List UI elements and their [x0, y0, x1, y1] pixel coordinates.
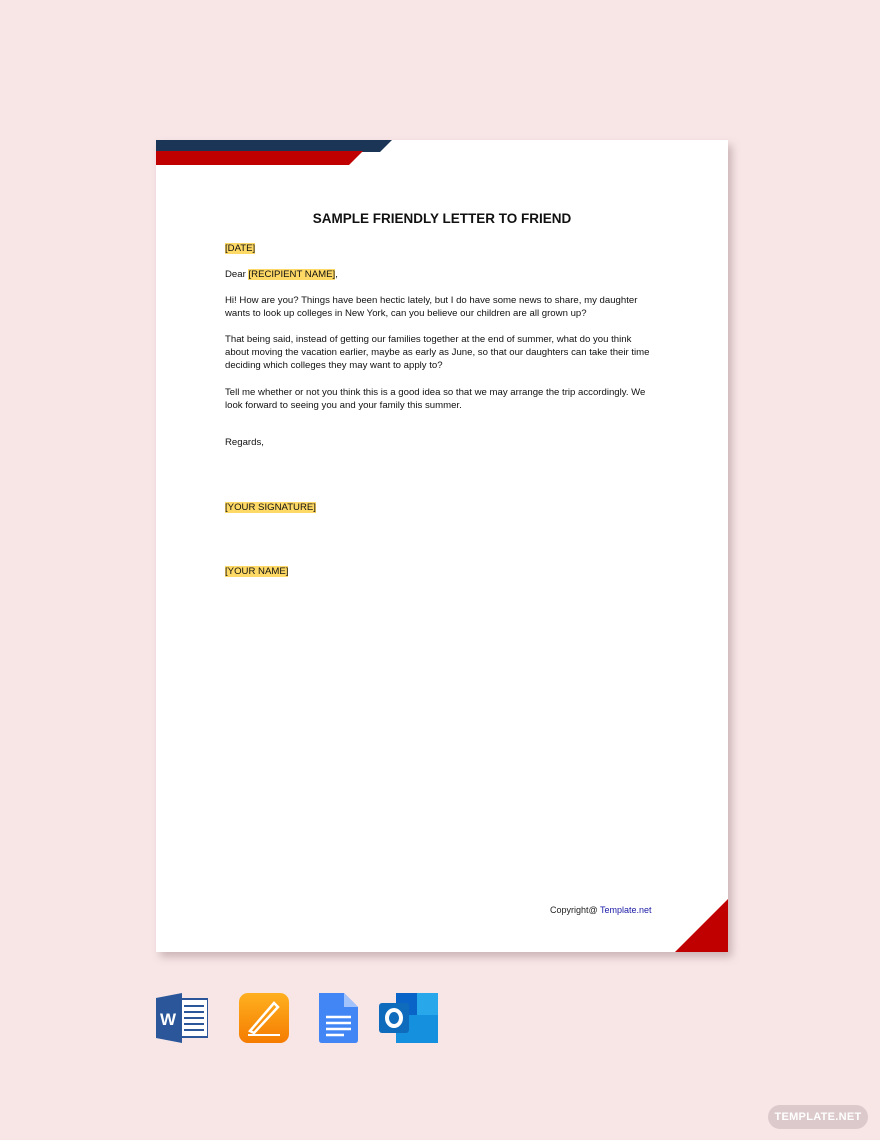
template-link[interactable]: Template.net [600, 905, 652, 915]
paragraph-line: look forward to seeing you and your family this summer. [225, 400, 462, 411]
copyright [550, 905, 652, 915]
svg-text:W: W [159, 1010, 177, 1029]
salutation-line [225, 268, 338, 281]
recipient-placeholder: [RECIPIENT NAME] [248, 269, 336, 280]
paragraph-line: about moving the vacation earlier, maybe as early as June, so that our daughters can take their time [225, 347, 650, 358]
copyright-prefix: Copyright@ [550, 905, 600, 915]
paragraph-3 [225, 386, 645, 412]
template-net-watermark: TEMPLATE.NET [768, 1105, 868, 1129]
salutation: Dear [225, 269, 249, 280]
pages-icon[interactable] [238, 993, 290, 1043]
word-icon[interactable] [156, 993, 208, 1043]
paragraph-2 [225, 333, 650, 372]
google-docs-icon[interactable] [314, 993, 366, 1043]
header-stripe-navy [156, 140, 392, 152]
signature-placeholder: [YOUR SIGNATURE] [225, 502, 316, 513]
paragraph-line: That being said, instead of getting our families together at the end of summer, what do you think [225, 334, 632, 345]
signature-line [225, 501, 316, 514]
paragraph-line: deciding which colleges they may want to apply to? [225, 360, 443, 371]
paragraph-1 [225, 294, 637, 320]
paragraph-line: Tell me whether or not you think this is a good idea so that we may arrange the trip accordingly. We [225, 387, 646, 398]
outlook-icon[interactable] [379, 993, 439, 1043]
salutation-end: , [335, 269, 338, 280]
date-line [225, 242, 255, 255]
date-placeholder: [DATE] [225, 243, 256, 254]
letter-page [156, 140, 728, 952]
paragraph-line: Hi! How are you? Things have been hectic lately, but I do have some news to share, my daughter [225, 295, 638, 306]
name-placeholder: [YOUR NAME] [225, 566, 289, 577]
name-line [225, 565, 288, 578]
header-stripe-red [156, 151, 363, 165]
paragraph-line: wants to look up colleges in New York, can you believe our children are all grown up? [225, 308, 587, 319]
document-title: SAMPLE FRIENDLY LETTER TO FRIEND [312, 211, 572, 226]
corner-triangle [675, 899, 728, 952]
closing: Regards, [225, 437, 264, 448]
